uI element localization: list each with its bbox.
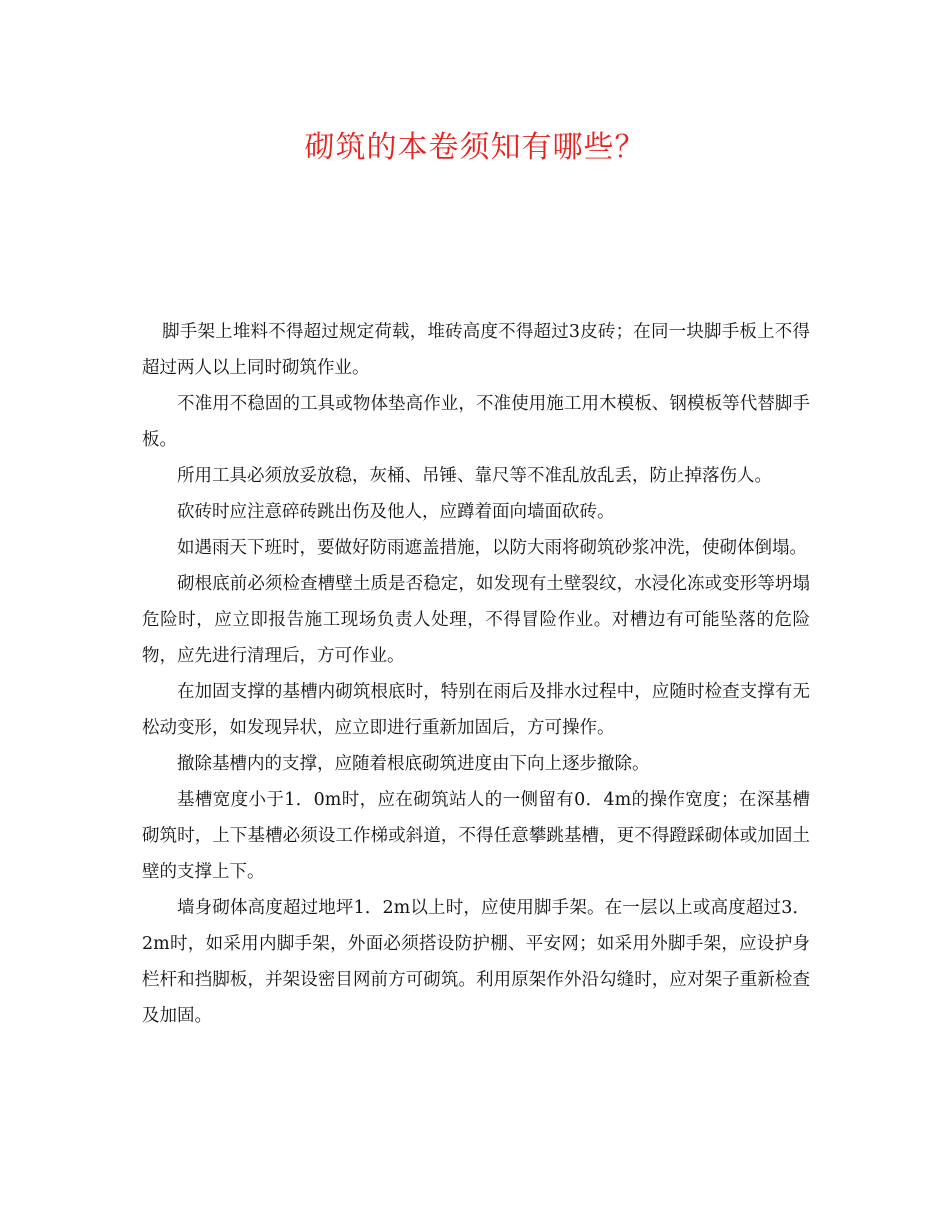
paragraph-no-unstable-tools: 不准用不稳固的工具或物体垫高作业，不准使用施工用木模板、钢模板等代替脚手板。	[142, 394, 810, 450]
paragraph-support-inspection: 在加固支撑的基槽内砌筑根底时，特别在雨后及排水过程中，应随时检查支撑有无松动变形，如发现异状，应立即进行重新加固后，方可操作。	[142, 682, 810, 738]
paragraph-brick-cutting: 砍砖时应注意碎砖跳出伤及他人，应蹲着面向墙面砍砖。	[177, 502, 615, 522]
paragraph-scaffold-load: 脚手架上堆料不得超过规定荷载，堆砖高度不得超过3皮砖；在同一块脚手板上不得超过两人以上同时砌筑作业。	[142, 322, 810, 378]
paragraph-rain-cover: 如遇雨天下班时，要做好防雨遮盖措施，以防大雨将砌筑砂浆冲洗，使砌体倒塌。	[177, 538, 807, 558]
paragraph-tool-placement: 所用工具必须放妥放稳，灰桶、吊锤、靠尺等不准乱放乱丢，防止掉落伤人。	[177, 466, 772, 486]
paragraph-foundation-check: 砌根底前必须检查槽壁土质是否稳定，如发现有土壁裂纹，水浸化冻或变形等坍塌危险时，应立即报告施工现场负责人处理，不得冒险作业。对槽边有可能坠落的危险物，应先进行清理后，方可作业。	[142, 574, 810, 666]
page-title: 砌筑的本卷须知有哪些？	[304, 130, 646, 165]
paragraph-trench-width: 基槽宽度小于1．0m时，应在砌筑站人的一侧留有0．4m的操作宽度；在深基槽砌筑时，上下基槽必须设工作梯或斜道，不得任意攀跳基槽，更不得蹬踩砌体或加固土壁的支撑上下。	[142, 790, 810, 882]
paragraph-support-removal: 撤除基槽内的支撑，应随着根底砌筑进度由下向上逐步撤除。	[177, 754, 650, 774]
paragraph-wall-height: 墙身砌体高度超过地坪1．2m以上时，应使用脚手架。在一层以上或高度超过3．2m时，如采用内脚手架，外面必须搭设防护棚、平安网；如采用外脚手架，应设护身栏杆和挡脚板，并架设密目网前方可砌筑。利用原架作外沿勾缝时，应对架子重新检查及加固。	[142, 898, 810, 1026]
document-body	[142, 314, 810, 1034]
